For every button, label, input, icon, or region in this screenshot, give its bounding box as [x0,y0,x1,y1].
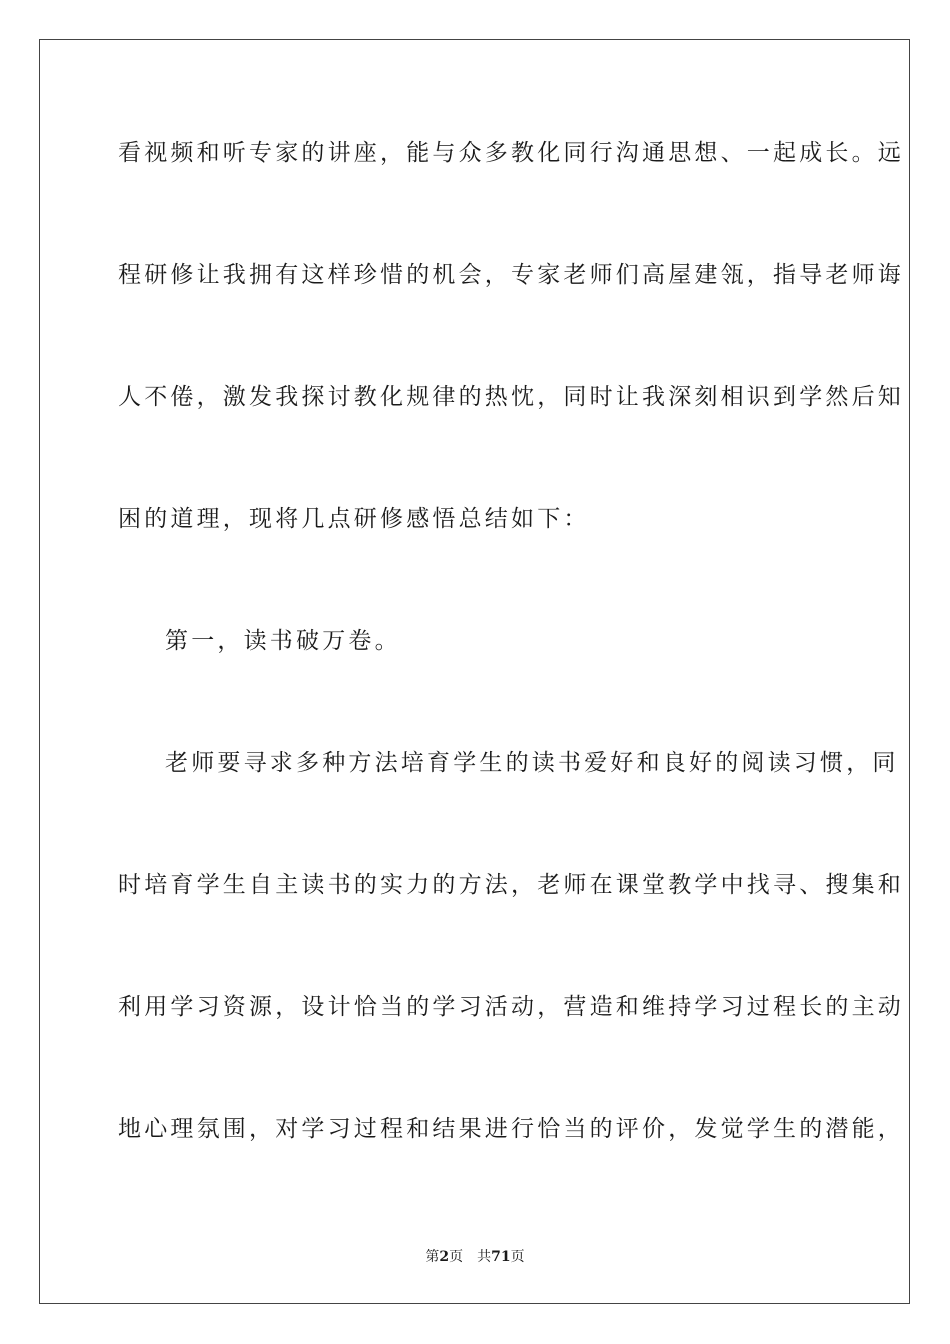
total-prefix: 共 [477,1249,492,1265]
page-suffix: 页 [449,1249,464,1265]
text-line-4: 困的道理，现将几点研修感悟总结如下： [118,506,590,532]
page-footer [0,1248,950,1266]
page-number: 2 [439,1249,450,1265]
text-line-8: 利用学习资源，设计恰当的学习活动，营造和维持学习过程长的主动 [118,994,904,1020]
text-line-1: 看视频和听专家的讲座，能与众多教化同行沟通思想、一起成长。远 [118,140,904,166]
total-pages: 71 [491,1249,511,1265]
text-line-3: 人不倦，激发我探讨教化规律的热忱，同时让我深刻相识到学然后知 [118,384,904,410]
page-prefix: 第 [425,1249,440,1265]
text-line-7: 时培育学生自主读书的实力的方法，老师在课堂教学中找寻、搜集和 [118,872,904,898]
text-line-6: 老师要寻求多种方法培育学生的读书爱好和良好的阅读习惯，同 [165,750,899,776]
total-suffix: 页 [510,1249,525,1265]
text-line-9: 地心理氛围，对学习过程和结果进行恰当的评价，发觉学生的潜能， [118,1116,904,1142]
section-heading: 第一，读书破万卷。 [165,628,401,654]
text-line-2: 程研修让我拥有这样珍惜的机会，专家老师们高屋建瓴，指导老师诲 [118,262,904,288]
